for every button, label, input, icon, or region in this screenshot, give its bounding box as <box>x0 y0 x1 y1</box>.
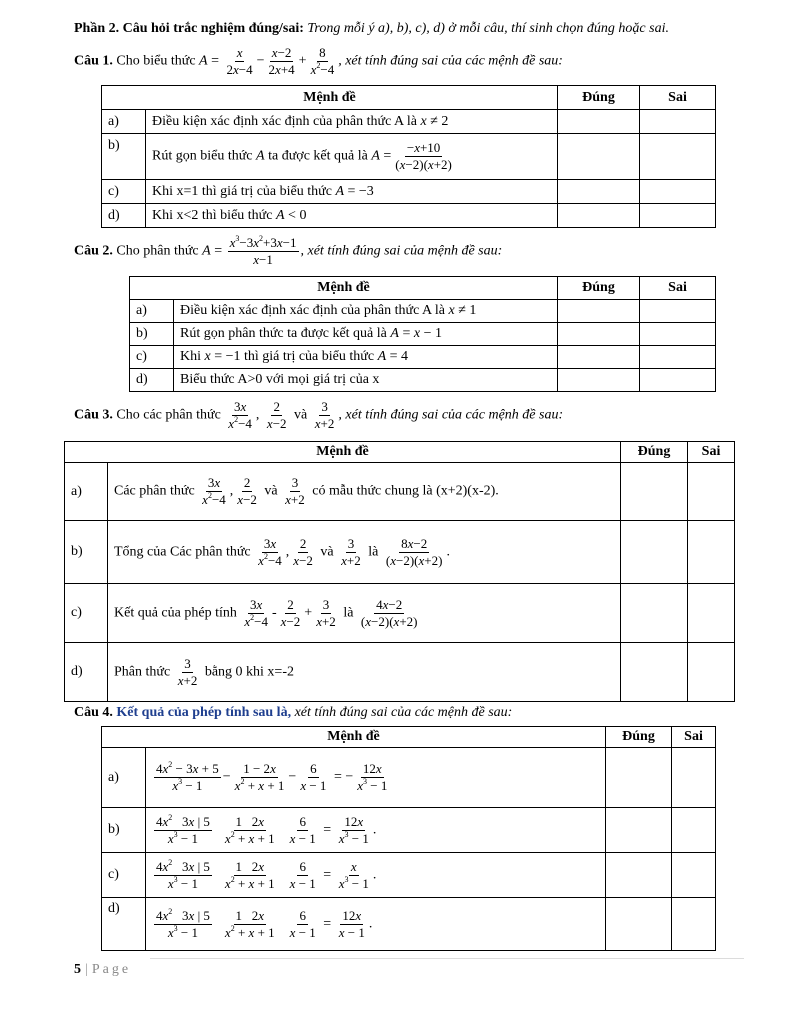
section-title: Phần 2. Câu hỏi trắc nghiệm đúng/sai: <box>74 21 304 36</box>
row-label: d) <box>65 643 108 702</box>
q2-intro: Cho phân thức <box>112 243 203 259</box>
row-label: c) <box>102 853 146 898</box>
q4-title: Câu 4. <box>74 705 113 720</box>
q1-header-prop: Mệnh đề <box>102 86 558 110</box>
true-cell[interactable] <box>621 643 688 702</box>
false-cell[interactable] <box>640 323 716 346</box>
section-instruction: Trong mỗi ý a), b), c), d) ở mỗi câu, thí sinh chọn đúng hoặc sai. <box>303 21 669 36</box>
table-row <box>65 643 735 702</box>
row-statement: $\frac{4x^2 3x | 5}{x^3 - 1}$ $\frac{1 2x}{x^2 + x + 1}$ $\frac{6}{x - 1}$ = $\frac{x}{x^3 - 1}$ . <box>146 853 606 898</box>
true-cell[interactable] <box>606 853 672 898</box>
true-cell[interactable] <box>558 346 640 369</box>
q1-header-true: Đúng <box>558 86 640 110</box>
row-label: b) <box>130 323 174 346</box>
false-cell[interactable] <box>640 369 716 392</box>
false-cell[interactable] <box>688 584 735 643</box>
q3-title: Câu 3. <box>74 407 113 423</box>
true-cell[interactable] <box>558 134 640 180</box>
false-cell[interactable] <box>640 204 716 228</box>
row-label: c) <box>102 180 146 204</box>
true-cell[interactable] <box>558 369 640 392</box>
q3-header-false: Sai <box>688 442 735 463</box>
row-label: c) <box>65 584 108 643</box>
false-cell[interactable] <box>640 134 716 180</box>
table-row <box>102 134 716 180</box>
true-cell[interactable] <box>606 808 672 853</box>
q1-title: Câu 1. <box>74 53 113 69</box>
table-row <box>102 110 716 134</box>
row-statement: Biểu thức A>0 với mọi giá trị của x <box>174 369 558 392</box>
false-cell[interactable] <box>688 643 735 702</box>
footer-separator: | <box>85 962 88 977</box>
row-label: a) <box>102 748 146 808</box>
q2-header-prop: Mệnh đề <box>130 277 558 300</box>
q3-header-true: Đúng <box>621 442 688 463</box>
table-row <box>102 180 716 204</box>
q3-intro: Cho các phân thức <box>112 407 225 423</box>
table-row <box>65 521 735 584</box>
row-label: d) <box>102 204 146 228</box>
table-row <box>65 463 735 521</box>
false-cell[interactable] <box>688 521 735 584</box>
row-label: a) <box>102 110 146 134</box>
row-statement: Rút gọn biểu thức A ta được kết quả là A = $\frac{-x+10}{(x-2)(x+2)}$ <box>146 134 558 180</box>
false-cell[interactable] <box>672 748 716 808</box>
q1-table <box>101 85 716 228</box>
true-cell[interactable] <box>621 584 688 643</box>
row-statement: Điều kiện xác định xác định của phân thức A là x ≠ 1 <box>174 300 558 323</box>
true-cell[interactable] <box>558 323 640 346</box>
q4-header-prop: Mệnh đề <box>102 727 606 748</box>
q4-tail: xét tính đúng sai của các mệnh đề sau: <box>291 705 513 720</box>
row-statement: Rút gọn phân thức ta được kết quả là A = x − 1 <box>174 323 558 346</box>
true-cell[interactable] <box>606 748 672 808</box>
q3-header-prop: Mệnh đề <box>65 442 621 463</box>
true-cell[interactable] <box>621 521 688 584</box>
false-cell[interactable] <box>640 180 716 204</box>
table-row <box>65 584 735 643</box>
row-label: a) <box>65 463 108 521</box>
q2-tail: , xét tính đúng sai của mệnh đề sau: <box>300 243 503 259</box>
true-cell[interactable] <box>606 898 672 951</box>
row-label: a) <box>130 300 174 323</box>
false-cell[interactable] <box>672 808 716 853</box>
row-label: d) <box>102 898 146 951</box>
q2-header-true: Đúng <box>558 277 640 300</box>
false-cell[interactable] <box>640 346 716 369</box>
q4-table <box>101 726 716 951</box>
row-statement: Phân thức $\frac{3}{x+2}$ bằng 0 khi x=-2 <box>108 643 621 702</box>
true-cell[interactable] <box>621 463 688 521</box>
row-label: b) <box>65 521 108 584</box>
q4-intro: Kết quả của phép tính sau là, <box>112 705 292 720</box>
true-cell[interactable] <box>558 180 640 204</box>
true-cell[interactable] <box>558 110 640 134</box>
row-statement: Khi x=1 thì giá trị của biểu thức A = −3 <box>146 180 558 204</box>
and-word: và <box>294 407 308 423</box>
q3-tail: , xét tính đúng sai của các mệnh đề sau: <box>338 407 564 423</box>
row-statement: Kết quả của phép tính $\frac{3x}{x^2-4}$ - $\frac{2}{x-2}$ + $\frac{3}{x+2}$ là $\frac{4x-2}{(x-2)(x+2)}$ <box>108 584 621 643</box>
row-label: c) <box>130 346 174 369</box>
q1-intro: Cho biểu thức <box>112 53 200 69</box>
table-row <box>102 204 716 228</box>
page-footer <box>74 962 131 978</box>
false-cell[interactable] <box>640 110 716 134</box>
table-row <box>130 346 716 369</box>
q3-heading: Câu 3. Cho các phân thức $\frac{3x}{x^2-4}$ , $\frac{2}{x-2}$ và $\frac{3}{x+2}$ , xét tính đúng sai của các mệnh đề sau: <box>74 399 564 431</box>
false-cell[interactable] <box>688 463 735 521</box>
q4-header-false: Sai <box>672 727 716 748</box>
q3-table <box>64 441 735 702</box>
q4-heading <box>74 706 512 720</box>
row-statement: $\frac{4x^2 - 3x + 5}{x^3 - 1}$ − $\frac{1 - 2x}{x^2 + x + 1}$ − $\frac{6}{x - 1}$ = − $\frac{12x}{x^3 - 1}$ <box>146 748 606 808</box>
q2-title: Câu 2. <box>74 243 113 259</box>
false-cell[interactable] <box>672 853 716 898</box>
row-statement: Khi x<2 thì biểu thức A < 0 <box>146 204 558 228</box>
section-header <box>74 22 669 36</box>
q1-header-false: Sai <box>640 86 716 110</box>
table-row <box>102 748 716 808</box>
row-label: d) <box>130 369 174 392</box>
row-statement: Các phân thức $\frac{3x}{x^2-4}$ , $\frac{2}{x-2}$ và $\frac{3}{x+2}$ có mẫu thức chung là (x+2)(x-2). <box>108 463 621 521</box>
table-row <box>102 898 716 951</box>
table-row <box>130 369 716 392</box>
true-cell[interactable] <box>558 300 640 323</box>
footer-divider <box>150 958 744 959</box>
q4-header-true: Đúng <box>606 727 672 748</box>
false-cell[interactable] <box>640 300 716 323</box>
row-statement: Khi x = −1 thì giá trị của biểu thức A = 4 <box>174 346 558 369</box>
row-label: b) <box>102 808 146 853</box>
false-cell[interactable] <box>672 898 716 951</box>
row-label: b) <box>102 134 146 180</box>
table-row <box>102 853 716 898</box>
table-row <box>130 300 716 323</box>
q1-heading: Câu 1. Cho biểu thức A = $\frac{x}{2x-4}$ − $\frac{x-2}{2x+4}$ + $\frac{8}{x^2-4}$ , xét tính đúng sai của các mệnh đề sau: <box>74 45 563 77</box>
row-statement: $\frac{4x^2 3x | 5}{x^3 - 1}$ $\frac{1 2x}{x^2 + x + 1}$ $\frac{6}{x - 1}$ = $\frac{12x}{x^3 - 1}$ . <box>146 808 606 853</box>
true-cell[interactable] <box>558 204 640 228</box>
table-row <box>130 323 716 346</box>
page-number: 5 <box>74 962 81 977</box>
row-statement: Tổng của Các phân thức $\frac{3x}{x^2-4}$ , $\frac{2}{x-2}$ và $\frac{3}{x+2}$ là $\frac{8x-2}{(x-2)(x+2)}$ . <box>108 521 621 584</box>
q1-tail: , xét tính đúng sai của các mệnh đề sau: <box>338 53 563 69</box>
table-row <box>102 808 716 853</box>
q2-header-false: Sai <box>640 277 716 300</box>
q2-table <box>129 276 716 392</box>
q2-heading: Câu 2. Cho phân thức A = $\frac{x^3-3x^2+3x-1}{x-1}$ , xét tính đúng sai của mệnh đề sau: <box>74 234 503 267</box>
row-statement: Điều kiện xác định xác định của phân thức A là x ≠ 2 <box>146 110 558 134</box>
page-word: Page <box>91 962 132 977</box>
row-statement: $\frac{4x^2 3x | 5}{x^3 - 1}$ $\frac{1 2x}{x^2 + x + 1}$ $\frac{6}{x - 1}$ = $\frac{12x}{x - 1}$ . <box>146 898 606 951</box>
